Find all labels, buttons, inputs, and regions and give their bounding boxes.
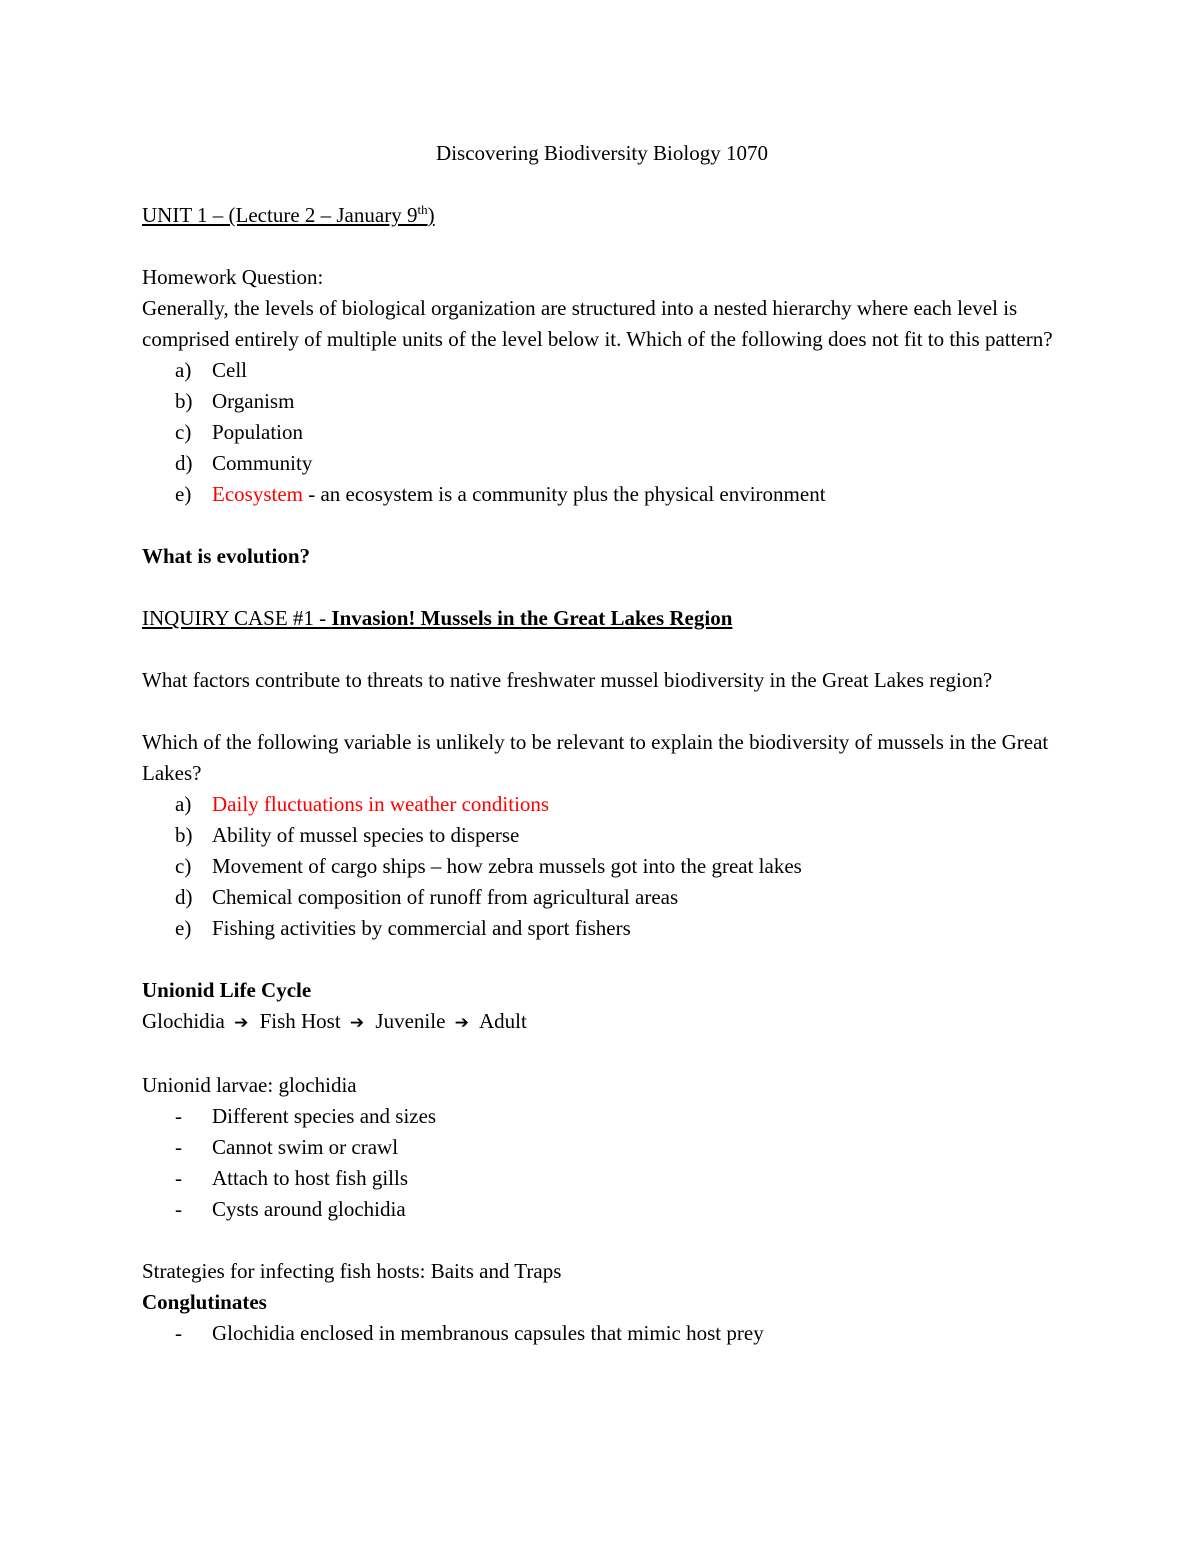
right-arrow-icon: ➔	[454, 1013, 469, 1033]
option-marker: e)	[175, 916, 192, 940]
homework-options	[142, 355, 1062, 510]
option-text: Ability of mussel species to disperse	[212, 823, 520, 847]
option-answer: Ecosystem	[212, 482, 303, 506]
option-answer: Daily fluctuations in weather conditions	[212, 792, 550, 816]
bullet-dash: -	[175, 1104, 182, 1128]
lifecycle-heading: Unionid Life Cycle	[142, 978, 312, 1002]
inquiry-title: Invasion! Mussels in the Great Lakes Region	[331, 606, 733, 630]
list-item	[142, 913, 1062, 944]
evolution-heading: What is evolution?	[142, 544, 311, 568]
factors-question: What factors contribute to threats to native freshwater mussel biodiversity in the Great Lakes region?	[142, 668, 993, 692]
option-marker: b)	[175, 389, 193, 413]
option-note: - an ecosystem is a community plus the physical environment	[302, 482, 826, 506]
unit-heading-text: UNIT 1 – (Lecture 2 – January 9th)	[142, 202, 435, 227]
option-text: Fishing activities by commercial and sport fishers	[212, 916, 631, 940]
option-text: Population	[212, 420, 304, 444]
lifecycle-stage: Adult	[479, 1009, 527, 1033]
inquiry-prefix: INQUIRY CASE #1 -	[142, 606, 332, 630]
option-marker: d)	[175, 885, 193, 909]
list-item	[142, 1194, 1062, 1225]
list-item	[142, 479, 1062, 510]
conglutinates-list	[142, 1318, 1062, 1349]
option-marker: c)	[175, 854, 192, 878]
list-item	[142, 386, 1062, 417]
option-marker: a)	[175, 358, 192, 382]
list-item	[142, 820, 1062, 851]
lifecycle-flow	[142, 1006, 1062, 1039]
option-marker: b)	[175, 823, 193, 847]
right-arrow-icon: ➔	[349, 1013, 365, 1033]
variable-question: Which of the following variable is unlikely to be relevant to explain the biodiversity of mussels in the Great Lakes?	[142, 730, 1049, 785]
unit-heading	[142, 200, 1062, 231]
lifecycle-stage: Fish Host	[259, 1009, 341, 1033]
variable-options	[142, 789, 1062, 944]
right-arrow-icon: ➔	[234, 1013, 249, 1033]
list-item-text: Different species and sizes	[212, 1104, 437, 1128]
bullet-dash: -	[175, 1166, 182, 1190]
option-marker: e)	[175, 482, 192, 506]
list-item	[142, 417, 1062, 448]
list-item	[142, 851, 1062, 882]
list-item	[142, 355, 1062, 386]
list-item-text: Glochidia enclosed in membranous capsules that mimic host prey	[212, 1321, 764, 1345]
list-item	[142, 882, 1062, 913]
list-item	[142, 1101, 1062, 1132]
list-item	[142, 1132, 1062, 1163]
option-text: Community	[212, 451, 313, 475]
larvae-list	[142, 1101, 1062, 1225]
bullet-dash: -	[175, 1135, 182, 1159]
option-text: Organism	[212, 389, 295, 413]
list-item-text: Attach to host fish gills	[212, 1166, 408, 1190]
conglutinates-heading: Conglutinates	[142, 1290, 267, 1314]
list-item	[142, 1318, 1062, 1349]
option-text: Chemical composition of runoff from agricultural areas	[212, 885, 679, 909]
document-page	[142, 138, 1062, 1349]
option-text: Movement of cargo ships – how zebra mussels got into the great lakes	[212, 854, 802, 878]
unit-date-superscript: th	[417, 202, 428, 217]
homework-label: Homework Question:	[142, 265, 324, 289]
list-item	[142, 1163, 1062, 1194]
list-item-text: Cysts around glochidia	[212, 1197, 406, 1221]
homework-question: Generally, the levels of biological organization are structured into a nested hierarchy where each level is comprised entirely of multiple units of the level below it. Which of the following does not fit to this pattern?	[142, 296, 1053, 351]
option-marker: a)	[175, 792, 192, 816]
list-item	[142, 789, 1062, 820]
document-title: Discovering Biodiversity Biology 1070	[436, 141, 768, 165]
option-text: Cell	[212, 358, 247, 382]
lifecycle-stage: Glochidia	[142, 1009, 225, 1033]
lifecycle-stage: Juvenile	[375, 1009, 446, 1033]
bullet-dash: -	[175, 1321, 182, 1345]
list-item-text: Cannot swim or crawl	[212, 1135, 399, 1159]
bullet-dash: -	[175, 1197, 182, 1221]
larvae-label: Unionid larvae: glochidia	[142, 1073, 357, 1097]
option-marker: d)	[175, 451, 193, 475]
option-marker: c)	[175, 420, 192, 444]
strategies-label: Strategies for infecting fish hosts: Baits and Traps	[142, 1259, 562, 1283]
list-item	[142, 448, 1062, 479]
inquiry-heading	[142, 603, 1062, 634]
